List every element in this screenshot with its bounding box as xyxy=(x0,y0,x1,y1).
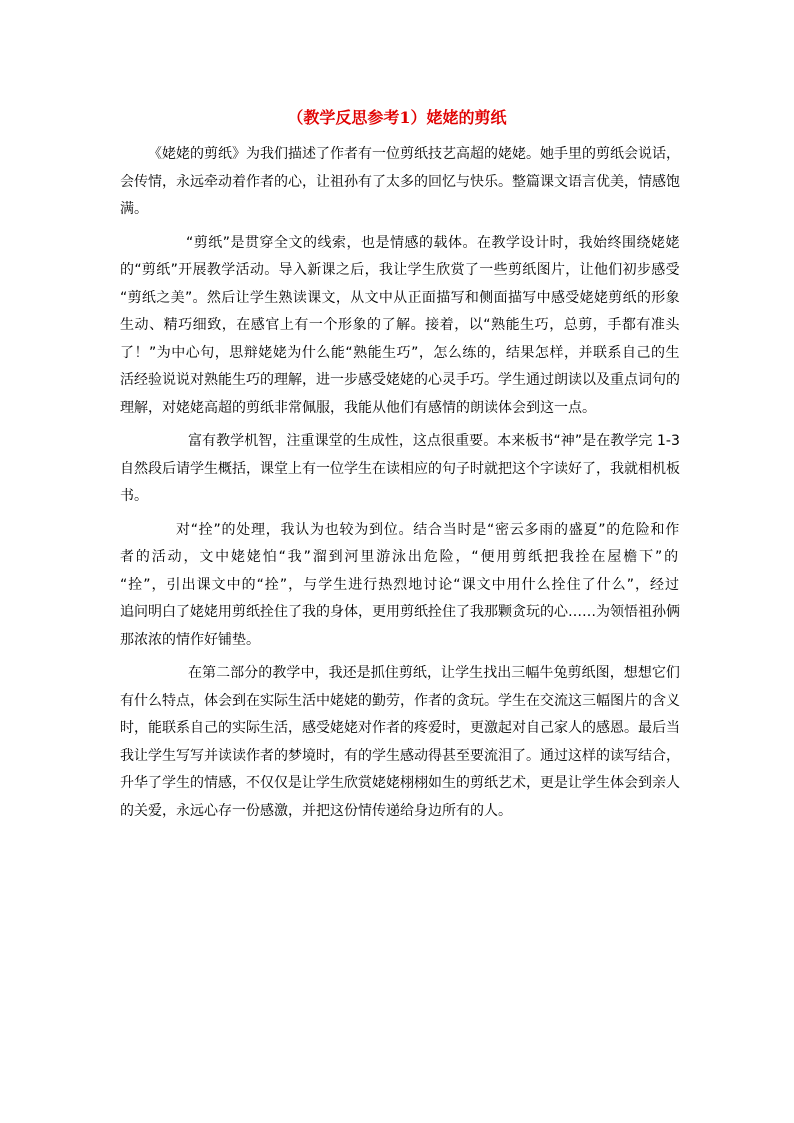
paragraph-line: 在第二部分的教学中，我还是抓住剪纸，让学生找出三幅牛兔剪纸图，想想它们 xyxy=(188,665,680,681)
paragraph xyxy=(120,517,680,655)
paragraph-line: 活经验说说对熟能生巧的理解，进一步感受姥姥的心灵手巧。学生通过朗读以及重点词句的 xyxy=(120,372,680,388)
paragraph-line: 对“拴”的处理，我认为也较为到位。结合当时是“密云多雨的盛夏”的危险和作 xyxy=(176,521,680,538)
paragraph-line: 富有教学机智，注重课堂的生成性，这点很重要。本来板书“神”是在教学完 1-3 xyxy=(188,433,680,449)
paragraph-line: 了！”为中心句，思辩姥姥为什么能“熟能生巧”，怎么练的，结果怎样，并联系自己的生 xyxy=(120,344,680,361)
paragraph-line: 者的活动，文中姥姥怕“我”溜到河里游泳出危险，“便用剪纸把我拴在屋檐下”的 xyxy=(120,549,680,565)
paragraph-line: 会传情，永远牵动着作者的心，让祖孙有了太多的回忆与快乐。整篇课文语言优美，情感饱 xyxy=(120,173,680,190)
paragraph-line: 理解，对姥姥高超的剪纸非常佩服，我能从他们有感情的朗读体会到这一点。 xyxy=(120,399,596,416)
paragraph-line: 我让学生写写并读读作者的梦境时，有的学生感动得甚至要流泪了。通过这样的读写结合， xyxy=(120,747,680,764)
paragraph xyxy=(120,428,680,511)
paragraph-line: “拴”，引出课文中的“拴”，与学生进行热烈地讨论“课文中用什么拴住了什么”，经过 xyxy=(120,576,680,593)
paragraph-line: 生动、精巧细致，在感官上有一个形象的了解。接着，以“熟能生巧，总剪，手都有准头 xyxy=(120,317,680,333)
paragraph xyxy=(120,141,680,224)
paragraph-line: 升华了学生的情感，不仅仅是让学生欣赏姥姥栩栩如生的剪纸艺术，更是让学生体会到亲人 xyxy=(120,775,680,791)
paragraph-line: 《姥姥的剪纸》为我们描述了作者有一位剪纸技艺高超的姥姥。她手里的剪纸会说话， xyxy=(148,146,680,162)
paragraph-line: 的关爱，永远心存一份感激，并把这份情传递给身边所有的人。 xyxy=(120,802,512,819)
paragraph-line: 时，能联系自己的实际生活，感受姥姥对作者的疼爱时，更激起对自己家人的感恩。最后当 xyxy=(120,720,680,736)
document-body xyxy=(120,141,680,831)
document-title: （教学反思参考1）姥姥的剪纸 xyxy=(287,108,507,127)
paragraph-line: “剪纸”是贯穿全文的线索，也是情感的载体。在教学设计时，我始终围绕姥姥 xyxy=(186,234,680,251)
paragraph xyxy=(120,660,680,825)
paragraph-line: 有什么特点，体会到在实际生活中姥姥的勤劳，作者的贪玩。学生在交流这三幅图片的含义 xyxy=(120,692,680,709)
paragraph-line: 书。 xyxy=(120,488,148,504)
paragraph-line: 满。 xyxy=(120,201,148,217)
paragraph-line: 的“剪纸”开展教学活动。导入新课之后，我让学生欣赏了一些剪纸图片，让他们初步感受 xyxy=(120,262,680,278)
paragraph-line: 自然段后请学生概括，课堂上有一位学生在读相应的句子时就把这个字读好了，我就相机板 xyxy=(120,460,680,477)
paragraph-line: 那浓浓的情作好铺垫。 xyxy=(120,631,260,648)
paragraph xyxy=(120,230,680,423)
paragraph-line: 追问明白了姥姥用剪纸拴住了我的身体，更用剪纸拴住了我那颗贪玩的心……为领悟祖孙俩 xyxy=(120,604,680,620)
paragraph-line: “剪纸之美”。然后让学生熟读课文，从文中从正面描写和侧面描写中感受姥姥剪纸的形象 xyxy=(120,289,680,306)
